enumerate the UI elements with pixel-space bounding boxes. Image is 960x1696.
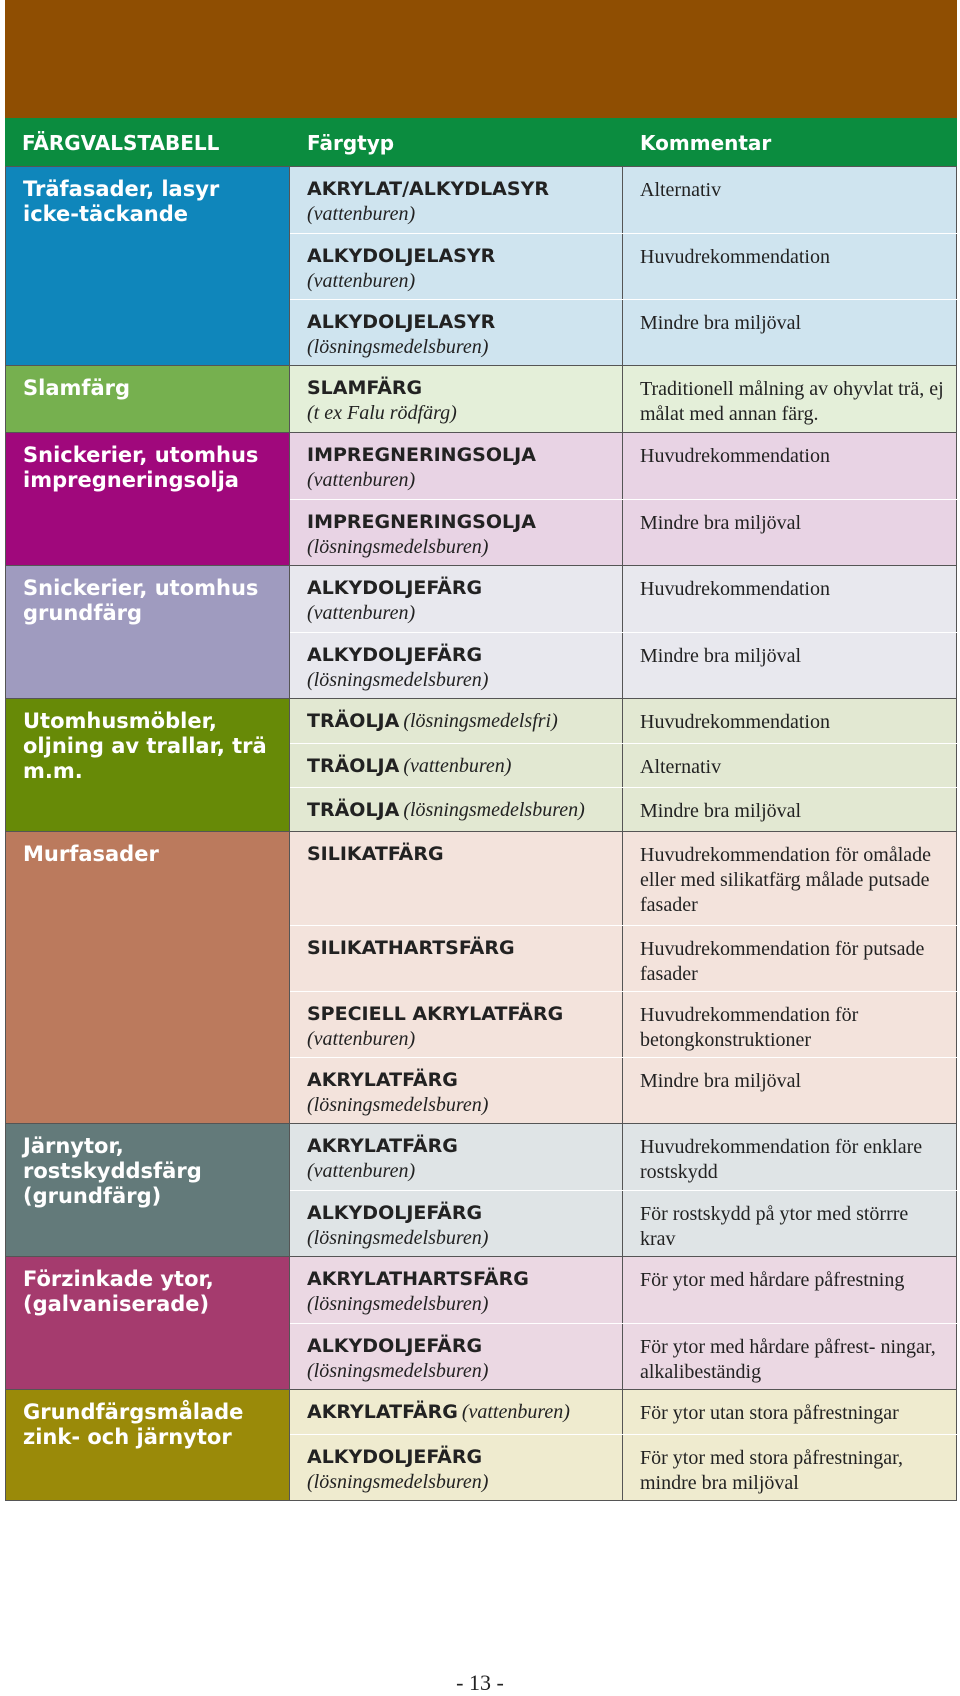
- comment-cell: För ytor utan stora påfrestningar: [623, 1390, 957, 1434]
- comment-cell: Mindre bra miljöval: [623, 788, 957, 831]
- paint-type-cell: [290, 992, 623, 1057]
- paint-type-solvent: (lösningsmedelsburen): [307, 1094, 489, 1116]
- category-cell: Grundfärgsmålade zink- och järnytor: [5, 1390, 290, 1500]
- paint-type-cell: [290, 1058, 623, 1123]
- paint-type-cell: [290, 500, 623, 565]
- paint-type-solvent: (vattenburen): [307, 1028, 416, 1050]
- paint-type-cell: [290, 1390, 623, 1434]
- paint-type-cell: [290, 699, 623, 743]
- category-cell: Träfasader, lasyr icke-täckande: [5, 167, 290, 365]
- category-group: [5, 1389, 957, 1500]
- paint-rows: [290, 433, 957, 565]
- paint-type-solvent: (lösningsmedelsburen): [307, 336, 489, 358]
- table-row: [290, 366, 957, 432]
- category-group: [5, 565, 957, 698]
- paint-rows: [290, 1257, 957, 1389]
- paint-type-name: AKRYLATFÄRG: [307, 1069, 458, 1091]
- category-cell: Slamfärg: [5, 366, 290, 432]
- paint-type-solvent: (lösningsmedelsburen): [307, 536, 489, 558]
- paint-rows: [290, 566, 957, 698]
- category-group: [5, 698, 957, 831]
- paint-rows: [290, 1124, 957, 1256]
- top-color-banner: [5, 0, 957, 118]
- table-row: [290, 433, 957, 499]
- paint-type-name: SPECIELL AKRYLATFÄRG: [307, 1003, 564, 1025]
- table-row: [290, 499, 957, 565]
- comment-cell: Huvudrekommendation för betongkonstruktioner: [623, 992, 957, 1057]
- table-body: [5, 166, 957, 1500]
- category-cell: Järnytor, rostskyddsfärg (grundfärg): [5, 1124, 290, 1256]
- comment-cell: Mindre bra miljöval: [623, 1058, 957, 1123]
- table-row: [290, 1434, 957, 1500]
- paint-type-name: SILIKATFÄRG: [307, 843, 444, 865]
- paint-type-cell: [290, 167, 623, 233]
- table-row: [290, 743, 957, 787]
- paint-rows: [290, 366, 957, 432]
- table-row: [290, 233, 957, 299]
- paint-type-cell: [290, 788, 623, 831]
- comment-cell: Alternativ: [623, 167, 957, 233]
- comment-cell: Mindre bra miljöval: [623, 500, 957, 565]
- comment-cell: För ytor med hårdare påfrest- ningar, alkalibeständig: [623, 1324, 957, 1389]
- comment-cell: Huvudrekommendation: [623, 699, 957, 743]
- table-row: [290, 167, 957, 233]
- paint-type-name: TRÄOLJA: [307, 755, 400, 777]
- table-header: [5, 118, 957, 166]
- paint-type-solvent: (vattenburen): [307, 203, 416, 225]
- comment-cell: För ytor med stora påfrestningar, mindre bra miljöval: [623, 1435, 957, 1500]
- paint-type-name: IMPREGNERINGSOLJA: [307, 511, 536, 533]
- paint-type-solvent: (vattenburen): [403, 755, 512, 777]
- paint-type-name: SILIKATHARTSFÄRG: [307, 937, 515, 959]
- paint-type-name: TRÄOLJA: [307, 799, 400, 821]
- comment-cell: Huvudrekommendation: [623, 566, 957, 632]
- paint-rows: [290, 699, 957, 831]
- paint-type-cell: [290, 1435, 623, 1500]
- paint-type-solvent: (lösningsmedelsburen): [307, 669, 489, 691]
- paint-type-name: ALKYDOLJEFÄRG: [307, 1335, 483, 1357]
- paint-type-solvent: (lösningsmedelsburen): [307, 1471, 489, 1493]
- paint-type-name: IMPREGNERINGSOLJA: [307, 444, 536, 466]
- comment-cell: Mindre bra miljöval: [623, 633, 957, 698]
- paint-rows: [290, 1390, 957, 1500]
- paint-type-cell: [290, 1257, 623, 1323]
- comment-cell: Alternativ: [623, 744, 957, 787]
- paint-type-name: AKRYLATFÄRG: [307, 1135, 458, 1157]
- paint-type-cell: [290, 433, 623, 499]
- paint-type-name: AKRYLATFÄRG: [307, 1401, 458, 1423]
- paint-type-solvent: (vattenburen): [307, 469, 416, 491]
- comment-cell: Huvudrekommendation för omålade eller med silikatfärg målade putsade fasader: [623, 832, 957, 925]
- table-bottom-border: [5, 1500, 957, 1501]
- paint-type-name: ALKYDOLJEFÄRG: [307, 644, 483, 666]
- comment-cell: Huvudrekommendation för putsade fasader: [623, 926, 957, 991]
- table-row: [290, 925, 957, 991]
- category-group: [5, 831, 957, 1123]
- table-row: [290, 991, 957, 1057]
- paint-type-name: AKRYLAT/ALKYDLASYR: [307, 178, 549, 200]
- paint-type-cell: [290, 300, 623, 365]
- paint-type-cell: [290, 1124, 623, 1190]
- paint-type-solvent: (vattenburen): [307, 602, 416, 624]
- paint-type-cell: [290, 234, 623, 299]
- paint-type-solvent: (lösningsmedelsburen): [307, 1293, 489, 1315]
- header-col-paint-type: Färgtyp: [307, 131, 395, 155]
- category-group: [5, 1123, 957, 1256]
- paint-type-solvent: (t ex Falu rödfärg): [307, 402, 457, 424]
- category-group: [5, 432, 957, 565]
- paint-type-name: ALKYDOLJEFÄRG: [307, 1202, 483, 1224]
- comment-cell: För ytor med hårdare påfrestning: [623, 1257, 957, 1323]
- paint-type-name: TRÄOLJA: [307, 710, 400, 732]
- category-group: [5, 1256, 957, 1389]
- paint-type-solvent: (lösningsmedelsburen): [307, 1360, 489, 1382]
- header-col-category: FÄRGVALSTABELL: [22, 131, 220, 155]
- paint-type-solvent: (lösningsmedelsburen): [403, 799, 585, 821]
- paint-type-name: AKRYLATHARTSFÄRG: [307, 1268, 529, 1290]
- color-selection-table: [5, 118, 957, 1501]
- paint-rows: [290, 167, 957, 365]
- paint-type-name: ALKYDOLJELASYR: [307, 245, 496, 267]
- category-cell: Snickerier, utomhus grundfärg: [5, 566, 290, 698]
- paint-type-name: ALKYDOLJEFÄRG: [307, 577, 483, 599]
- comment-cell: Huvudrekommendation för enklare rostskydd: [623, 1124, 957, 1190]
- paint-type-solvent: (vattenburen): [307, 1160, 416, 1182]
- table-row: [290, 699, 957, 743]
- paint-type-cell: [290, 926, 623, 991]
- paint-type-name: SLAMFÄRG: [307, 377, 423, 399]
- table-row: [290, 632, 957, 698]
- category-cell: Murfasader: [5, 832, 290, 1123]
- table-row: [290, 566, 957, 632]
- table-row: [290, 1257, 957, 1323]
- table-row: [290, 1190, 957, 1256]
- comment-cell: Traditionell målning av ohyvlat trä, ej målat med annan färg.: [623, 366, 957, 432]
- paint-type-solvent: (vattenburen): [461, 1401, 570, 1423]
- paint-type-name: ALKYDOLJEFÄRG: [307, 1446, 483, 1468]
- paint-type-cell: [290, 633, 623, 698]
- paint-rows: [290, 832, 957, 1123]
- paint-type-cell: [290, 566, 623, 632]
- table-row: [290, 832, 957, 925]
- paint-type-cell: [290, 366, 623, 432]
- comment-cell: För rostskydd på ytor med störrre krav: [623, 1191, 957, 1256]
- header-col-comment: Kommentar: [640, 131, 772, 155]
- table-row: [290, 1390, 957, 1434]
- paint-type-cell: [290, 832, 623, 925]
- paint-type-cell: [290, 1324, 623, 1389]
- page-number: - 13 -: [456, 1670, 504, 1695]
- category-cell: Utomhusmöbler, oljning av trallar, trä m.m.: [5, 699, 290, 831]
- comment-cell: Huvudrekommendation: [623, 433, 957, 499]
- paint-type-solvent: (lösningsmedelsburen): [307, 1227, 489, 1249]
- paint-type-cell: [290, 744, 623, 787]
- paint-type-solvent: (lösningsmedelsfri): [403, 710, 558, 732]
- comment-cell: Mindre bra miljöval: [623, 300, 957, 365]
- table-row: [290, 1057, 957, 1123]
- paint-type-solvent: (vattenburen): [307, 270, 416, 292]
- paint-type-cell: [290, 1191, 623, 1256]
- paint-type-name: ALKYDOLJELASYR: [307, 311, 496, 333]
- comment-cell: Huvudrekommendation: [623, 234, 957, 299]
- category-group: [5, 365, 957, 432]
- table-row: [290, 787, 957, 831]
- category-cell: Förzinkade ytor, (galvaniserade): [5, 1257, 290, 1389]
- category-cell: Snickerier, utomhus impregneringsolja: [5, 433, 290, 565]
- table-row: [290, 299, 957, 365]
- table-row: [290, 1124, 957, 1190]
- table-row: [290, 1323, 957, 1389]
- category-group: [5, 166, 957, 365]
